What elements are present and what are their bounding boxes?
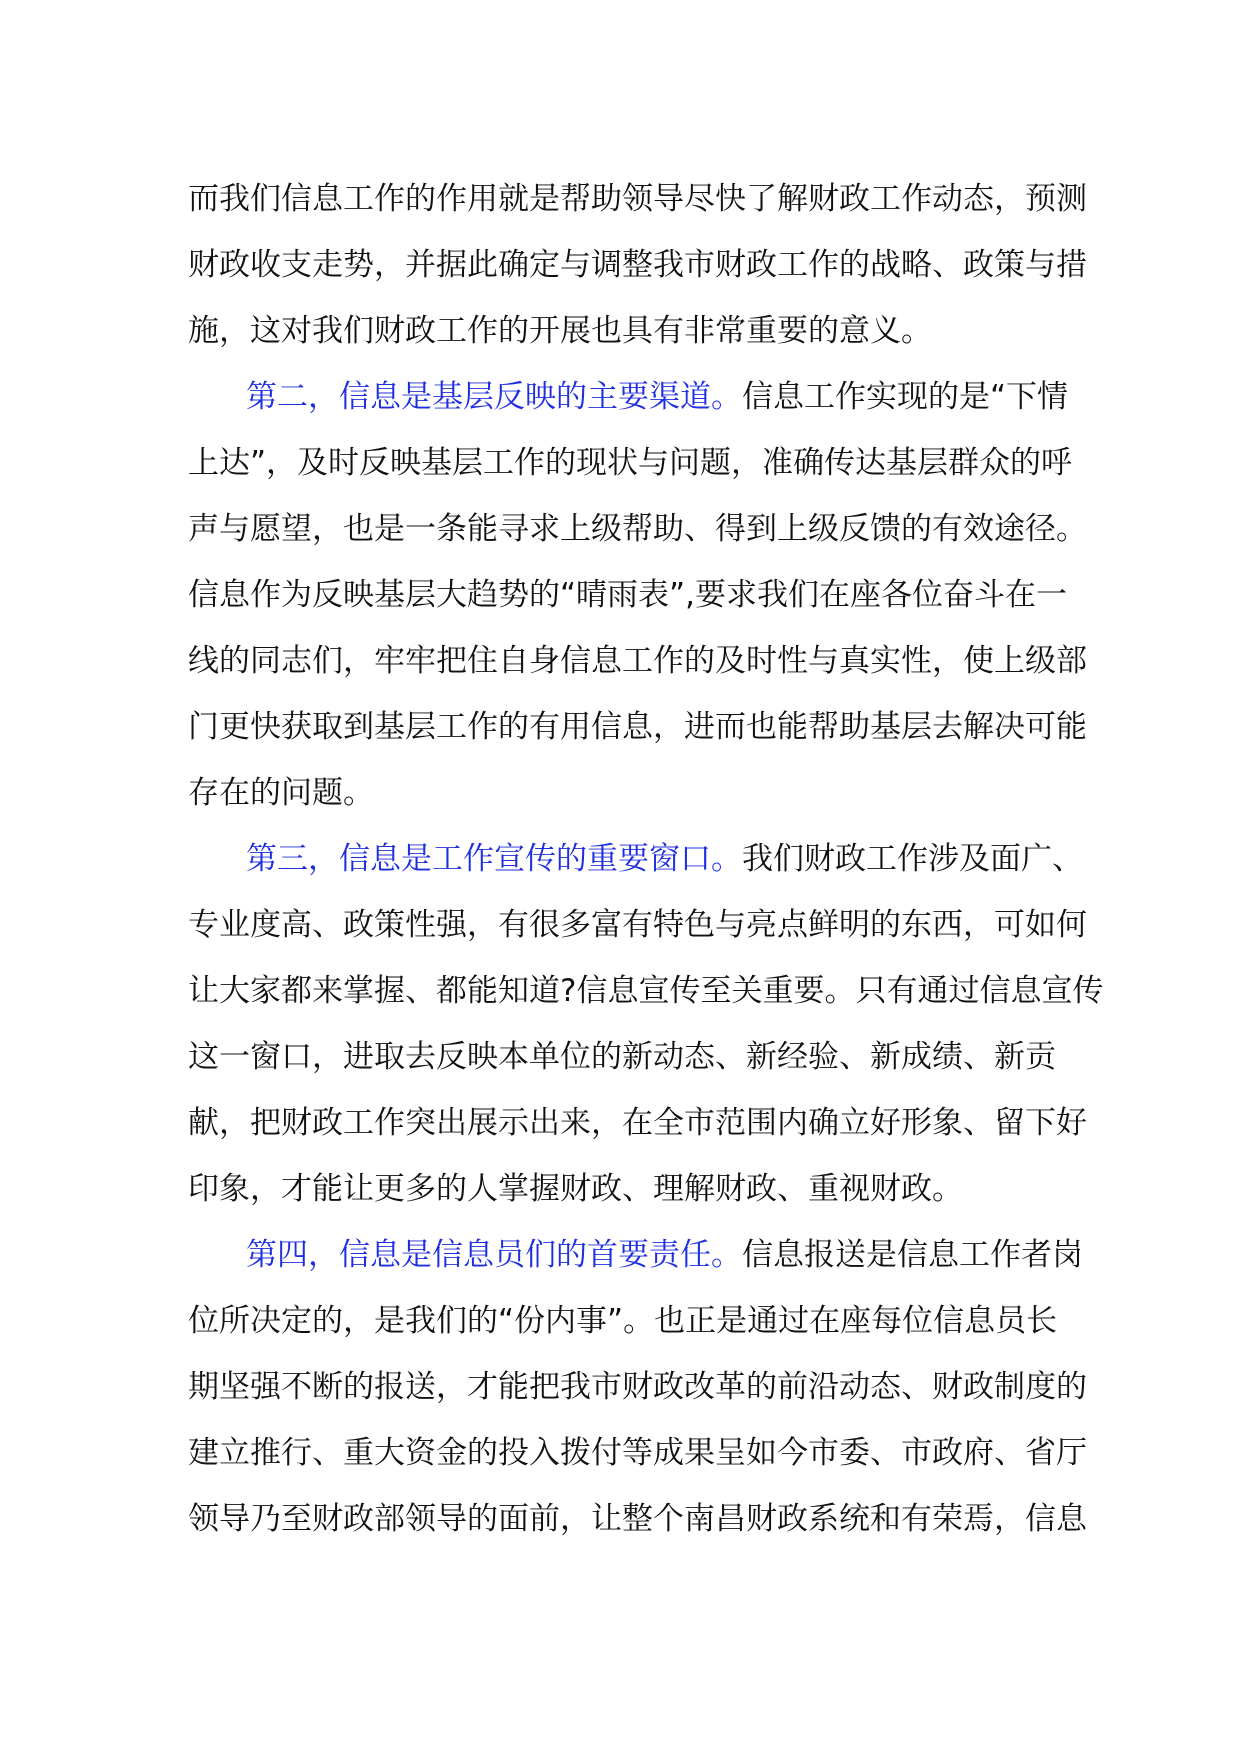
- section-heading-second: 第二，信息是基层反映的主要渠道。: [246, 379, 742, 415]
- text-line: 让大家都来掌握、都能知道?信息宣传至关重要。只有通过信息宣传: [188, 973, 1104, 1009]
- text-line: 建立推行、重大资金的投入拨付等成果呈如今市委、市政府、省厅: [188, 1435, 1087, 1471]
- text-run: 我们财政工作涉及面广、: [742, 841, 1083, 877]
- text-line: 位所决定的，是我们的“份内事”。也正是通过在座每位信息员长: [188, 1303, 1058, 1339]
- text-line: 领导乃至财政部领导的面前，让整个南昌财政系统和有荣焉，信息: [188, 1501, 1087, 1537]
- section-heading-third: 第三，信息是工作宣传的重要窗口。: [246, 841, 742, 877]
- paragraph-line-indented: [188, 826, 1083, 892]
- text-line: 而我们信息工作的作用就是帮助领导尽快了解财政工作动态，预测: [188, 181, 1087, 217]
- text-line: 线的同志们，牢牢把住自身信息工作的及时性与真实性，使上级部: [188, 643, 1087, 679]
- text-line: 施，这对我们财政工作的开展也具有非常重要的意义。: [188, 313, 932, 349]
- paragraph-line-indented: [188, 364, 1069, 430]
- text-line: 专业度高、政策性强，有很多富有特色与亮点鲜明的东西，可如何: [188, 907, 1087, 943]
- text-line: 印象，才能让更多的人掌握财政、理解财政、重视财政。: [188, 1171, 963, 1207]
- document-body: [188, 166, 1104, 1552]
- text-run: 信息报送是信息工作者岗: [742, 1237, 1083, 1273]
- section-heading-fourth: 第四，信息是信息员们的首要责任。: [246, 1237, 742, 1273]
- text-line: 存在的问题。: [188, 775, 374, 811]
- text-line: 声与愿望，也是一条能寻求上级帮助、得到上级反馈的有效途径。: [188, 511, 1087, 547]
- text-line: 门更快获取到基层工作的有用信息，进而也能帮助基层去解决可能: [188, 709, 1087, 745]
- text-run: 信息工作实现的是“下情: [742, 379, 1069, 415]
- text-line: 财政收支走势，并据此确定与调整我市财政工作的战略、政策与措: [188, 247, 1087, 283]
- text-line: 期坚强不断的报送，才能把我市财政改革的前沿动态、财政制度的: [188, 1369, 1087, 1405]
- text-line: 上达”，及时反映基层工作的现状与问题，准确传达基层群众的呼: [188, 445, 1073, 481]
- text-line: 献，把财政工作突出展示出来，在全市范围内确立好形象、留下好: [188, 1105, 1087, 1141]
- paragraph-line-indented: [188, 1222, 1083, 1288]
- text-line: 这一窗口，进取去反映本单位的新动态、新经验、新成绩、新贡: [188, 1039, 1056, 1075]
- text-line: 信息作为反映基层大趋势的“晴雨表”,要求我们在座各位奋斗在一: [188, 577, 1067, 613]
